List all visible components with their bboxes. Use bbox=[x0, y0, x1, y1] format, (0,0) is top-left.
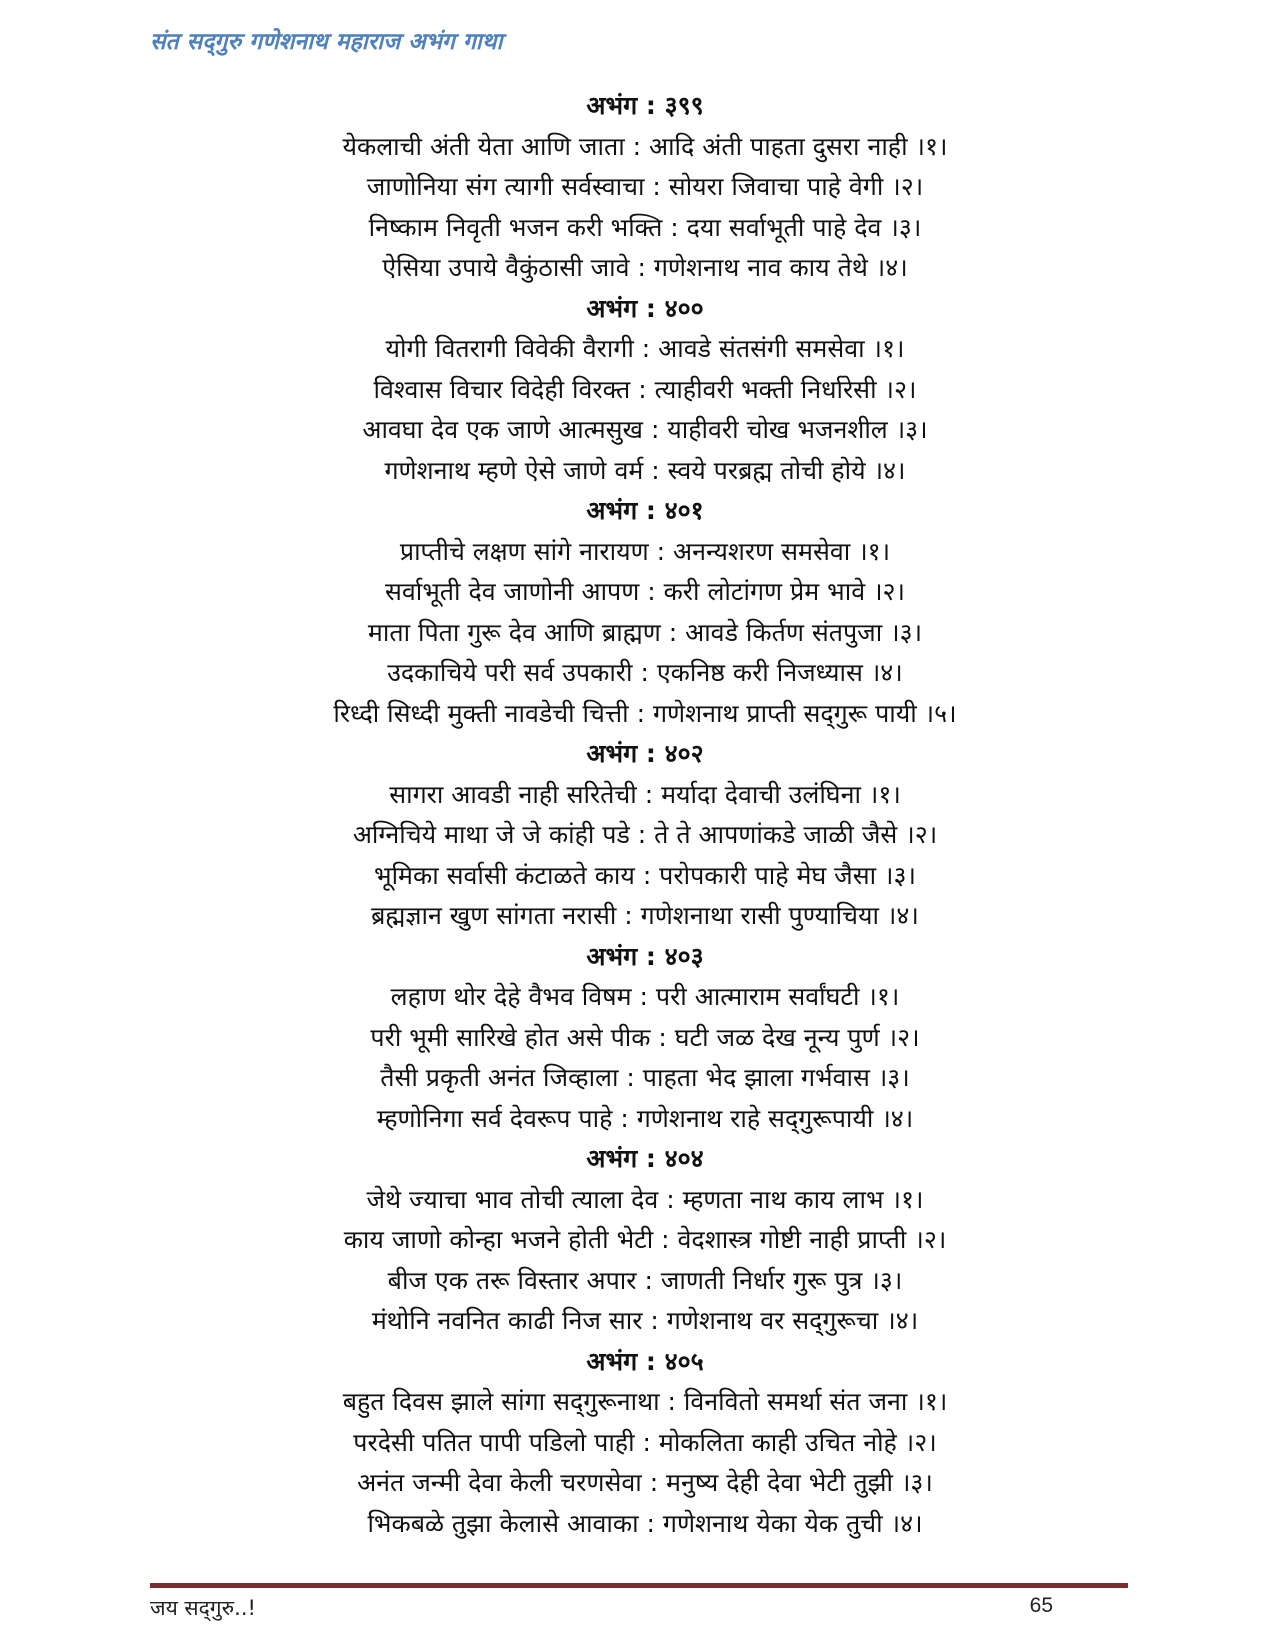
footer-divider bbox=[150, 1583, 1128, 1588]
abhang-heading: अभंग : ४०० bbox=[586, 293, 704, 323]
verse-line: उदकाचिये परी सर्व उपकारी : एकनिष्ठ करी निजध्यास ।४। bbox=[387, 658, 903, 687]
page-number: 65 bbox=[1029, 1594, 1053, 1617]
abhang-heading: अभंग : ४०३ bbox=[586, 941, 704, 971]
footer-salutation: जय सद्‌गुरु..! bbox=[150, 1596, 256, 1620]
verse-line: भिकबळे तुझा केलासे आवाका : गणेशनाथ येका येक तुची ।४। bbox=[367, 1508, 923, 1538]
verse-line: रिध्दी सिध्दी मुक्ती नावडेची चित्ती : गणेशनाथ प्राप्ती सद्‌गुरू पायी ।५। bbox=[333, 698, 957, 728]
verse-line: येकलाची अंती येता आणि जाता : आदि अंती पाहता दुसरा नाही ।१। bbox=[342, 131, 948, 161]
verse-line: काय जाणो कोन्हा भजने होती भेटी : वेदशास्त्र गोष्टी नाही प्राप्ती ।२। bbox=[343, 1225, 947, 1254]
verse-line: तैसी प्रकृती अनंत जिव्हाला : पाहता भेद झाला गर्भवास ।३। bbox=[380, 1063, 910, 1092]
verse-line: ब्रह्मज्ञान खुण सांगता नरासी : गणेशनाथा रासी पुण्याचिया ।४। bbox=[371, 901, 919, 930]
verse-line: गणेशनाथ म्हणे ऐसे जाणे वर्म : स्वये परब्रह्म तोची होये ।४। bbox=[384, 455, 906, 485]
abhang-401 bbox=[150, 491, 1140, 734]
verse-line: निष्काम निवृती भजन करी भक्ति : दया सर्वाभूती पाहे देव ।३। bbox=[368, 212, 922, 242]
verse-line: परी भूमी सारिखे होत असे पीक : घटी जळ देख नून्य पुर्ण ।२। bbox=[370, 1022, 920, 1052]
verse-line: माता पिता गुरू देव आणि ब्राह्मण : आवडे किर्तण संतपुजा ।३। bbox=[367, 617, 923, 647]
abhang-heading: अभंग : ३९९ bbox=[586, 91, 704, 120]
verse-line: अग्निचिये माथा जे जे कांही पडे : ते ते आपणांकडे जाळी जैसे ।२। bbox=[352, 820, 938, 849]
abhang-heading: अभंग : ४०१ bbox=[586, 496, 704, 525]
abhang-heading: अभंग : ४०२ bbox=[586, 739, 704, 768]
verse-line: ऐसिया उपाये वैकुंठासी जावे : गणेशनाथ नाव काय तेथे ।४। bbox=[382, 253, 908, 282]
verse-line: जाणोनिया संग त्यागी सर्वस्वाचा : सोयरा जिवाचा पाहे वेगी ।२। bbox=[366, 172, 924, 201]
verse-line: बहुत दिवस झाले सांगा सद्‌गुरूनाथा : विनवितो समर्था संत जना ।१। bbox=[342, 1387, 948, 1416]
verse-line: परदेसी पतित पापी पडिलो पाही : मोकलिता काही उचित नोहे ।२। bbox=[353, 1427, 937, 1457]
abhang-399 bbox=[150, 86, 1140, 289]
verse-line: भूमिका सर्वासी कंटाळते काय : परोपकारी पाहे मेघ जैसा ।३। bbox=[374, 860, 916, 890]
verse-line: मंथोनि नवनित काढी निज सार : गणेशनाथ वर सद्‌गुरूचा ।४। bbox=[371, 1306, 919, 1335]
abhang-402 bbox=[150, 734, 1140, 937]
abhang-heading: अभंग : ४०४ bbox=[586, 1144, 704, 1173]
abhang-heading: अभंग : ४०५ bbox=[586, 1346, 704, 1376]
abhang-404 bbox=[150, 1139, 1140, 1342]
verse-line: बीज एक तरू विस्तार अपार : जाणती निर्धार गुरू पुत्र ।३। bbox=[387, 1265, 903, 1295]
verse-line: जेथे ज्याचा भाव तोची त्याला देव : म्हणता नाथ काय लाभ ।१। bbox=[366, 1184, 924, 1214]
verse-line: प्राप्तीचे लक्षण सांगे नारायण : अनन्यशरण समसेवा ।१। bbox=[399, 536, 891, 566]
verse-line: योगी वितरागी विवेकी वैरागी : आवडे संतसंगी समसेवा ।१। bbox=[385, 334, 905, 363]
verse-line: म्हणोनिगा सर्व देवरूप पाहे : गणेशनाथ राहे सद्‌गुरूपायी ।४। bbox=[376, 1103, 914, 1133]
verse-line: लहाण थोर देहे वैभव विषम : परी आत्माराम सर्वांघटी ।१। bbox=[390, 982, 900, 1011]
verse-line: सागरा आवडी नाही सरितेची : मर्यादा देवाची उलंघिना ।१। bbox=[389, 779, 901, 809]
abhang-content bbox=[150, 86, 1140, 1544]
book-title: संत सद्‌गुरु गणेशनाथ महाराज अभंग गाथा bbox=[150, 29, 503, 55]
verse-line: विश्वास विचार विदेही विरक्त : त्याहीवरी भक्ती निर्धारेसी ।२। bbox=[373, 374, 917, 404]
verse-line: सर्वाभूती देव जाणोनी आपण : करी लोटांगण प्रेम भावे ।२। bbox=[384, 577, 906, 606]
abhang-400 bbox=[150, 289, 1140, 492]
abhang-403 bbox=[150, 937, 1140, 1140]
abhang-405 bbox=[150, 1342, 1140, 1545]
verse-line: आवघा देव एक जाणे आत्मसुख : याहीवरी चोख भजनशील ।३। bbox=[362, 415, 928, 444]
verse-line: अनंत जन्मी देवा केली चरणसेवा : मनुष्य देही देवा भेटी तुझी ।३। bbox=[357, 1468, 933, 1497]
